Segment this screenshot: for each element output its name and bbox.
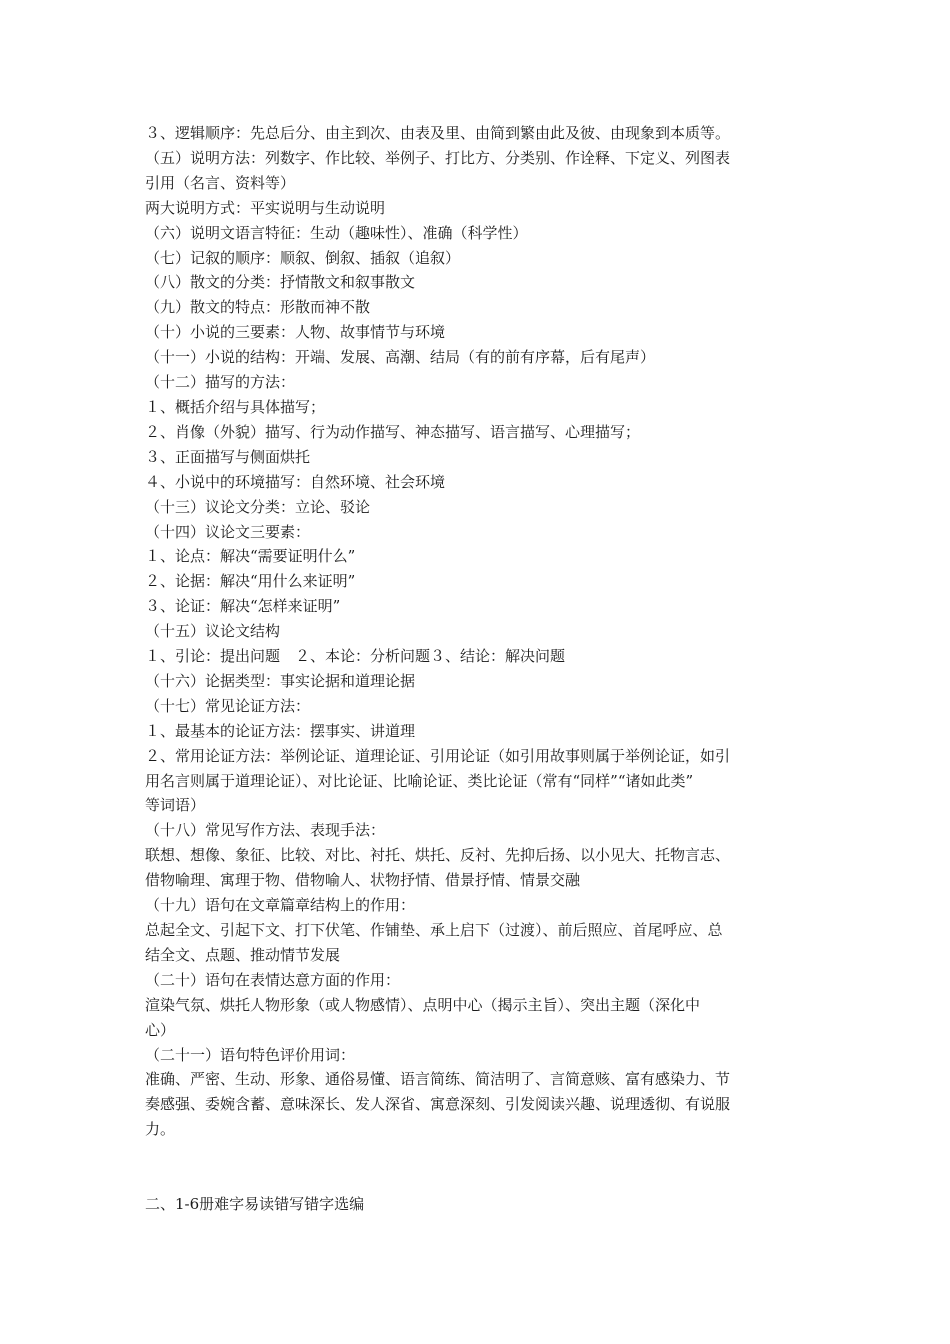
text-line: 奏感强、委婉含蓄、意味深长、发人深省、寓意深刻、引发阅读兴趣、说理透彻、有说服: [145, 1095, 731, 1114]
paragraph-spacer: [145, 1142, 810, 1192]
text-line: （十七）常见论证方法：: [145, 696, 311, 715]
text-line: （二十一）语句特色评价用词：: [145, 1045, 356, 1064]
text-line: ２、论据：解决“用什么来证明”: [145, 572, 356, 591]
text-line: 力。: [145, 1120, 176, 1139]
text-line: ４、小说中的环境描写：自然环境、社会环境: [145, 472, 446, 491]
text-line: （九）散文的特点：形散而神不散: [145, 298, 371, 317]
text-line: 心）: [145, 1020, 176, 1039]
text-line: １、引论：提出问题 ２、本论：分析问题３、结论：解决问题: [145, 647, 566, 666]
text-line: １、概括介绍与具体描写；: [145, 397, 326, 416]
text-line: （七）记叙的顺序：顺叙、倒叙、插叙（追叙）: [145, 248, 461, 267]
text-line: （十六）论据类型：事实论据和道理论据: [145, 671, 416, 690]
text-line: 两大说明方式：平实说明与生动说明: [145, 198, 386, 217]
text-line: （五）说明方法：列数字、作比较、举例子、打比方、分类别、作诠释、下定义、列图表: [145, 148, 731, 167]
text-line: 准确、严密、生动、形象、通俗易懂、语言简练、简洁明了、言简意赅、富有感染力、节: [145, 1070, 731, 1089]
text-line: ３、论证：解决“怎样来证明”: [145, 597, 341, 616]
text-line: １、论点：解决“需要证明什么”: [145, 547, 356, 566]
text-line: 引用（名言、资料等）: [145, 173, 296, 192]
text-line: （十二）描写的方法：: [145, 373, 296, 392]
text-line: （十）小说的三要素：人物、故事情节与环境: [145, 323, 446, 342]
text-line: ２、常用论证方法：举例论证、道理论证、引用论证（如引用故事则属于举例论证，如引: [145, 746, 731, 765]
text-line: （十五）议论文结构: [145, 622, 281, 641]
document-body: [145, 121, 810, 1217]
text-line: 借物喻理、寓理于物、借物喻人、状物抒情、借景抒情、情景交融: [145, 871, 581, 890]
text-line: （二十）语句在表情达意方面的作用：: [145, 970, 401, 989]
text-line: （十八）常见写作方法、表现手法：: [145, 821, 386, 840]
text-line: １、最基本的论证方法：摆事实、讲道理: [145, 721, 416, 740]
text-line: ２、肖像（外貌）描写、行为动作描写、神态描写、语言描写、心理描写；: [145, 422, 641, 441]
text-line: 用名言则属于道理论证）、对比论证、比喻论证、类比论证（常有“同样”“诸如此类”: [145, 771, 694, 790]
text-line: ３、正面描写与侧面烘托: [145, 447, 311, 466]
text-line: （十一）小说的结构：开端、发展、高潮、结局（有的前有序幕，后有尾声）: [145, 348, 656, 367]
text-line: ３、逻辑顺序：先总后分、由主到次、由表及里、由简到繁由此及彼、由现象到本质等。: [145, 124, 731, 142]
text-line: （八）散文的分类：抒情散文和叙事散文: [145, 273, 416, 292]
text-line: 结全文、点题、推动情节发展: [145, 945, 341, 964]
text-line: （十三）议论文分类：立论、驳论: [145, 497, 371, 516]
text-line: 联想、想像、象征、比较、对比、衬托、烘托、反衬、先抑后扬、以小见大、托物言志、: [145, 846, 731, 865]
text-line: 总起全文、引起下文、打下伏笔、作铺垫、承上启下（过渡）、前后照应、首尾呼应、总: [145, 921, 723, 939]
text-line: （十九）语句在文章篇章结构上的作用：: [145, 896, 416, 915]
text-line: 等词语）: [145, 796, 206, 815]
text-line: （十四）议论文三要素：: [145, 522, 311, 541]
text-line: （六）说明文语言特征：生动（趣味性）、准确（科学性）: [145, 223, 528, 242]
text-line: 渲染气氛、烘托人物形象（或人物感情）、点明中心（揭示主旨）、突出主题（深化中: [145, 995, 701, 1014]
section-heading: 二、1-6册难字易读错写错字选编: [145, 1194, 365, 1213]
